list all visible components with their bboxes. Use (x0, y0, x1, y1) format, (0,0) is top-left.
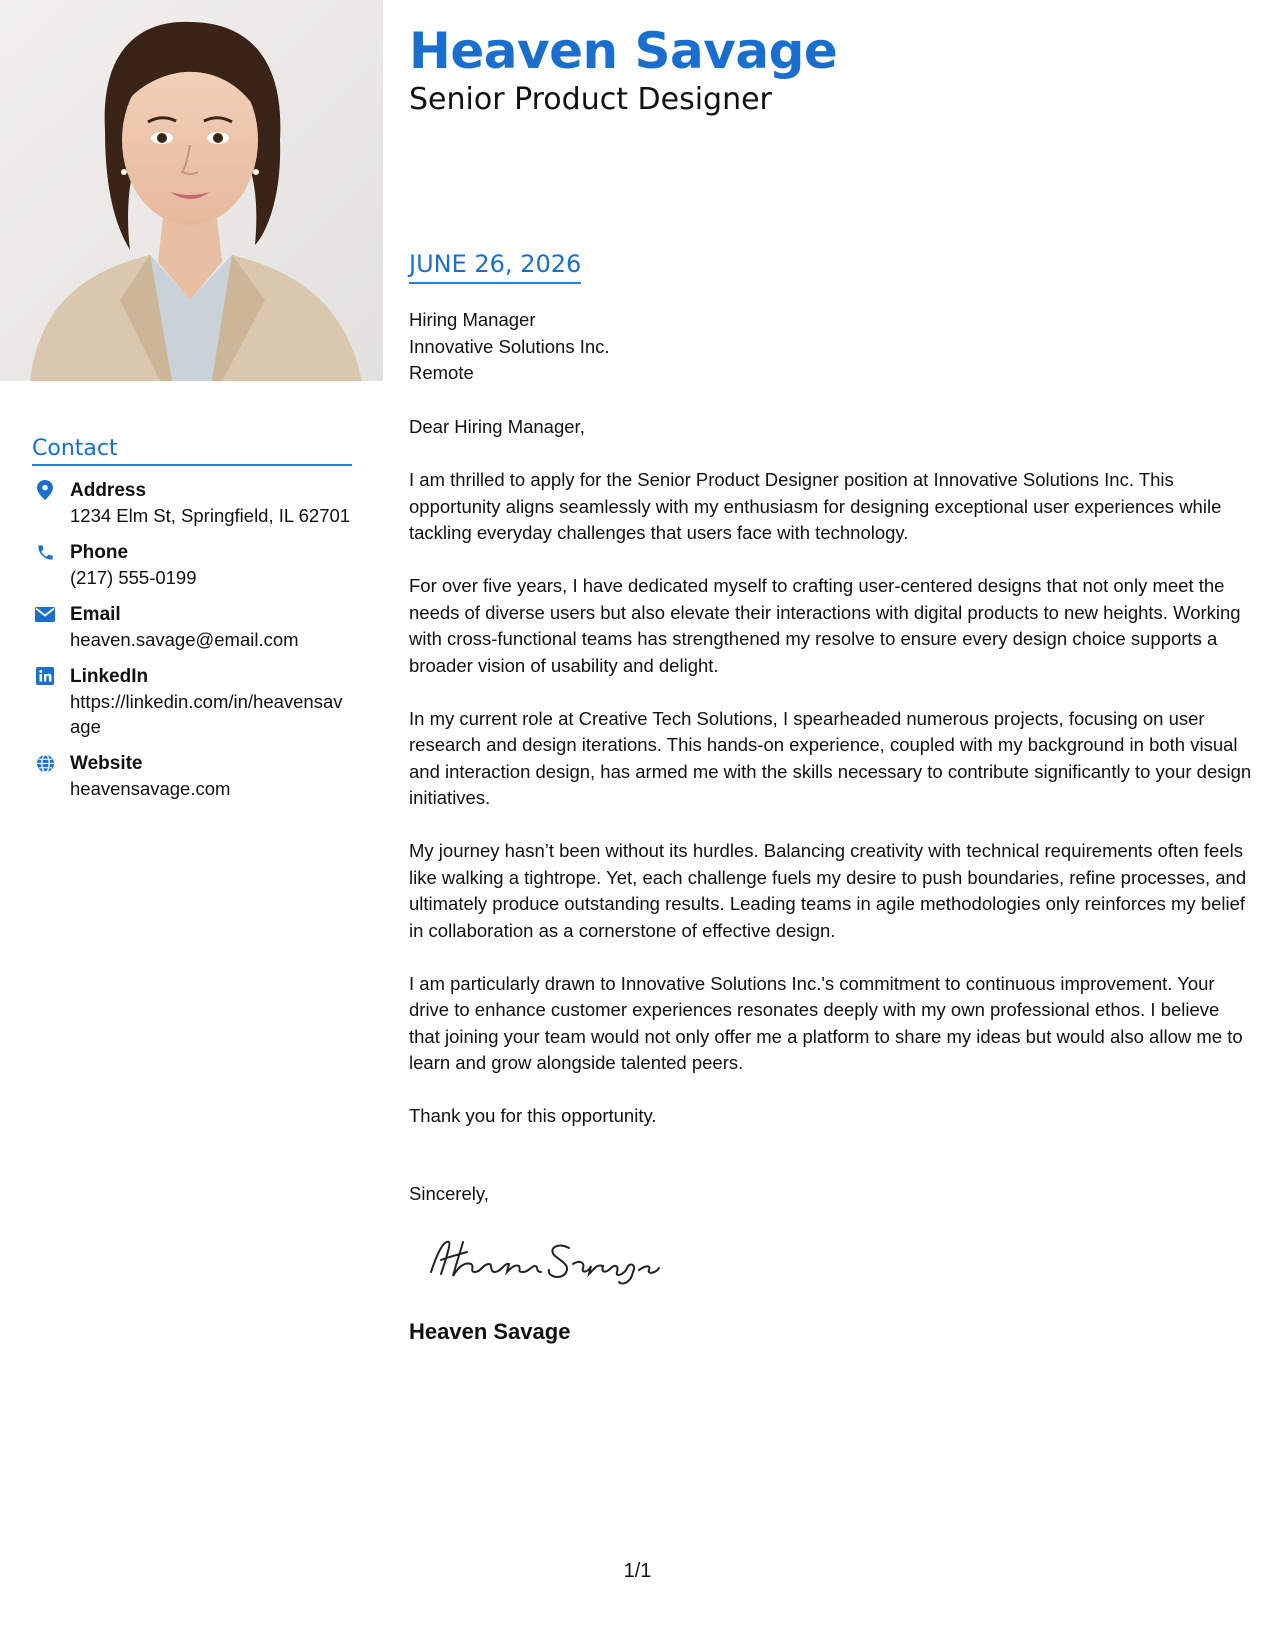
contact-label: LinkedIn (70, 666, 149, 687)
contact-value: heaven.savage@email.com (70, 629, 299, 650)
page-number: 1/1 (623, 1560, 652, 1582)
email-icon (34, 603, 56, 625)
contact-item-address (32, 478, 352, 528)
contact-link[interactable]: https://linkedin.com/in/heavensavage (70, 691, 343, 737)
recipient-line: Innovative Solutions Inc. (409, 335, 610, 357)
contact-item-linkedin (32, 664, 352, 739)
letter-paragraph: For over five years, I have dedicated myself to crafting user-centered designs that not only meet the needs of diverse users but also elevate their interactions with digital products to new heights. Working with cross-functional teams has strengthened my resolve to ensure every design choice supports a broader vision of usability and delight. (409, 575, 1241, 676)
location-pin-icon (34, 479, 56, 501)
contact-item-website (32, 751, 352, 801)
applicant-name: Heaven Savage (409, 22, 838, 80)
contact-link[interactable]: heavensavage.com (70, 778, 231, 799)
contact-label: Address (70, 480, 147, 501)
contact-label: Website (70, 753, 143, 774)
linkedin-icon (34, 665, 56, 687)
phone-icon (34, 541, 56, 563)
letter-paragraph: Thank you for this opportunity. (409, 1105, 657, 1126)
recipient-block (409, 307, 610, 387)
globe-icon (34, 752, 56, 774)
signer-name: Heaven Savage (409, 1319, 571, 1344)
applicant-title: Senior Product Designer (409, 82, 772, 117)
contact-section (32, 436, 352, 813)
contact-value: 1234 Elm St, Springfield, IL 62701 (70, 505, 351, 526)
profile-photo (0, 0, 383, 381)
recipient-line: Hiring Manager (409, 309, 536, 330)
contact-label: Email (70, 604, 121, 625)
contact-item-email (32, 602, 352, 652)
contact-item-phone (32, 540, 352, 590)
salutation: Dear Hiring Manager, (409, 416, 585, 437)
letter-body (409, 414, 1254, 1156)
contact-list (32, 478, 352, 801)
recipient-line: Remote (409, 362, 474, 383)
letter-paragraph: I am particularly drawn to Innovative Solutions Inc.'s commitment to continuous improvement. Your drive to enhance customer experiences resonates deeply with my own professional ethos. I believe that joining your team would not only offer me a platform to share my ideas but would also allow me to learn and grow alongside talented peers. (409, 972, 1243, 1073)
letter-paragraph: I am thrilled to apply for the Senior Product Designer position at Innovative Solutions Inc. This opportunity aligns seamlessly with my enthusiasm for designing exceptional user experiences while tackling everyday challenges that users face with technology. (409, 469, 1222, 543)
contact-label: Phone (70, 542, 129, 563)
letter-date: JUNE 26, 2026 (409, 250, 581, 284)
contact-value: (217) 555-0199 (70, 567, 197, 588)
letter-paragraph: In my current role at Creative Tech Solutions, I spearheaded numerous projects, focusing on user research and design iterations. This hands-on experience, coupled with my background in both visual and interaction design, has armed me with the skills necessary to contribute significantly to your design initiatives. (409, 707, 1252, 808)
signature-image (419, 1228, 679, 1288)
closing: Sincerely, (409, 1183, 489, 1204)
contact-section-title: Contact (32, 436, 352, 466)
letter-paragraph: My journey hasn’t been without its hurdles. Balancing creativity with technical requirements often feels like walking a tightrope. Yet, each challenge fuels my desire to push boundaries, refine processes, and ultimately produce outstanding results. Leading teams in agile methodologies only reinforces my belief in collaboration as a cornerstone of effective design. (409, 840, 1247, 941)
